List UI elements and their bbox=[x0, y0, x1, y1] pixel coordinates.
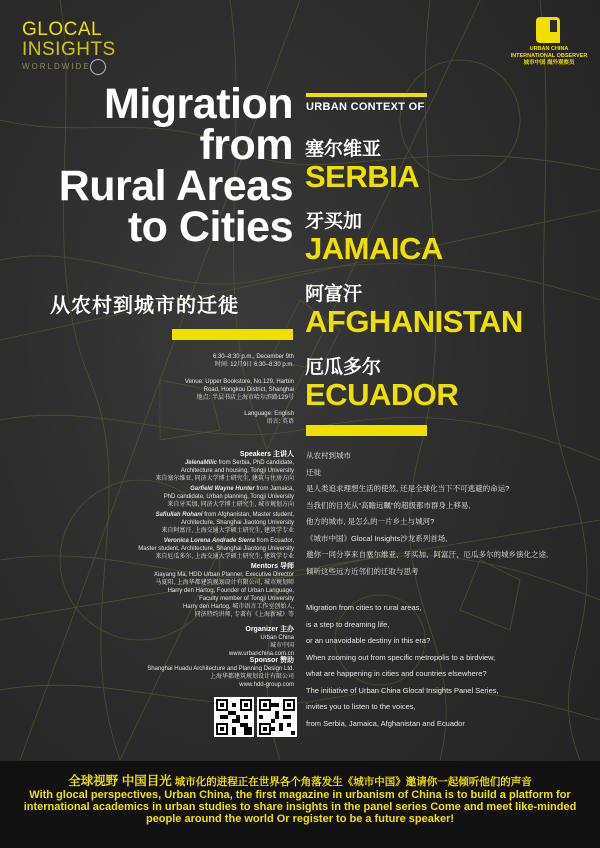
mentor-line: 同济特约讲师, 专著有《上海新城》等 bbox=[194, 612, 294, 618]
circle-icon bbox=[90, 59, 106, 75]
title-line: from bbox=[199, 121, 293, 169]
sponsor-link[interactable]: www.hdd-group.com bbox=[239, 682, 294, 688]
slogan-highlight: 全球视野 中国目光 bbox=[68, 774, 172, 788]
country-cn: 牙买加 bbox=[305, 211, 363, 232]
description-line: When zooming out from specific metropolis to a birdview, bbox=[306, 652, 496, 662]
time-cn: 时间: 12月9日 6:30–8:30 p.m. bbox=[214, 362, 294, 368]
description-line: 迁徙 bbox=[306, 467, 321, 477]
logo-line-2: INSIGHTS bbox=[22, 39, 116, 60]
logo-line-1: GLOCAL bbox=[22, 19, 103, 40]
description-line: 当我们的目光从“高瞻远瞩”的超级都市群身上移易, bbox=[306, 500, 471, 510]
sponsor-section bbox=[44, 657, 294, 689]
venue-en: Road, Hongkou District, Shanghai bbox=[203, 387, 294, 393]
sponsor-line: 上海华都建筑规划设计有限公司 bbox=[209, 674, 294, 680]
description-line: invites you to listen to the voices, bbox=[306, 702, 416, 711]
event-language bbox=[44, 410, 294, 426]
description-line: 他方的城市, 是怎么的一片乡土与城河? bbox=[306, 517, 435, 526]
qr-code-icon[interactable] bbox=[257, 697, 297, 737]
speaker-detail: Architecture, Shanghai Jiaotong University bbox=[180, 520, 294, 526]
organizer-line: 城市中国 bbox=[269, 643, 294, 649]
description-line: Migration from cities to rural areas, bbox=[306, 603, 422, 612]
mentor-line: Faculty member of Tongji University bbox=[199, 596, 294, 602]
speakers-section bbox=[44, 451, 294, 561]
country-jamaica bbox=[305, 211, 443, 264]
country-en: JAMAICA bbox=[305, 231, 443, 266]
description-line: or an unavoidable destiny in this era? bbox=[306, 636, 431, 645]
bottom-slogan-en: With glocal perspectives, Urban China, the first magazine in urbanism of China is to build a platform for international academics in urban studies to share insights in the panel series Come and meet like-minded people around the world Or register to be a future speaker! bbox=[23, 789, 577, 825]
speaker-detail-cn: 来自厄瓜多尔, 上海交通大学硕士研究生, 建筑学专业 bbox=[155, 554, 294, 560]
speaker-origin: from Afghanistan, Master student, bbox=[202, 512, 294, 518]
bottom-slogan-cn bbox=[0, 771, 600, 789]
description-line: 是人类追求理想生活的使然, 还是全球化当下不可逃避的命运? bbox=[306, 484, 510, 493]
speaker-name: Safiullah Rohani bbox=[155, 512, 203, 518]
speaker-item bbox=[44, 485, 294, 509]
organizer-line: Urban China bbox=[260, 635, 294, 641]
poster-title bbox=[0, 80, 293, 251]
mentor-line: Harry den Hartog, Founder of Urban Language, bbox=[167, 588, 294, 594]
context-topline bbox=[306, 93, 427, 97]
mentors-heading: Mentors 导师 bbox=[250, 563, 294, 570]
organizer-link[interactable]: www.urbanchina.com.cn bbox=[228, 651, 294, 657]
title-line: Migration bbox=[104, 80, 293, 128]
venue-en: Venue: Upper Bookstore, No.129, Harbin bbox=[184, 379, 294, 385]
speakers-heading: Speakers 主讲人 bbox=[239, 451, 294, 458]
logo-line-3: WORLDWIDE bbox=[22, 62, 91, 71]
event-time bbox=[44, 353, 294, 369]
speaker-item bbox=[44, 537, 294, 561]
description-line: 《城市中国》Glocal Insights沙龙系列首场, bbox=[306, 533, 448, 543]
speaker-item bbox=[44, 511, 294, 535]
country-cn: 阿富汗 bbox=[305, 284, 363, 305]
description-line: 倾听这些远方近邻们的迁取与思考 bbox=[306, 566, 419, 576]
speaker-detail: Architecture and housing, Tongji University bbox=[180, 468, 294, 474]
context-underline bbox=[306, 425, 427, 436]
description-line: 邀你一同分享来自塞尔维亚、牙买加、阿富汗、厄瓜多尔的城乡演化之途, bbox=[306, 550, 549, 559]
description-line: The initiative of Urban China Glocal Insights Panel Series, bbox=[306, 685, 499, 695]
description-line: is a step to dreaming life, bbox=[306, 619, 390, 629]
speaker-name: Veronica Lorena Andrade Sierra bbox=[163, 538, 255, 544]
speaker-detail: Master student, Architecture, Shanghai Jiaotong University bbox=[138, 546, 294, 552]
title-underline bbox=[172, 329, 293, 340]
speaker-detail-cn: 来自塞尔维亚, 同济大学博士研究生, 建筑与住房方向 bbox=[155, 476, 294, 482]
speaker-item bbox=[44, 459, 294, 483]
mentor-line: 马夏阳, 上海华都建筑规划设计有限公司, 城市规划师 bbox=[155, 580, 294, 586]
speaker-origin: from Jamaica, bbox=[254, 486, 294, 492]
mentors-section bbox=[44, 563, 294, 619]
speaker-detail-cn: 来自牙买加, 同济大学博士研究生, 城市规划方向 bbox=[167, 502, 294, 508]
poster-title-cn: 从农村到城市的迁徙 bbox=[50, 295, 239, 317]
country-cn: 塞尔维亚 bbox=[305, 139, 382, 160]
title-line: Rural Areas bbox=[58, 162, 293, 210]
country-afghanistan bbox=[305, 284, 523, 337]
speaker-origin: from Serbia, PhD candidate, bbox=[216, 460, 294, 466]
venue-cn: 地点: 半层书店上海市哈尔滨路129号 bbox=[196, 395, 294, 401]
description-line: from Serbia, Jamaica, Afghanistan and Ecuador bbox=[306, 718, 465, 728]
organizer-heading: Organizer 主办 bbox=[245, 626, 294, 633]
description-line: 从农村到城市 bbox=[306, 451, 351, 460]
country-ecuador bbox=[305, 357, 458, 410]
speaker-name: Garfield Wayne Hunter bbox=[190, 486, 255, 492]
organizer-section bbox=[44, 626, 294, 658]
sponsor-heading: Sponsor 赞助 bbox=[249, 657, 294, 664]
country-en: AFGHANISTAN bbox=[305, 304, 523, 339]
speaker-origin: from Ecuador, bbox=[254, 538, 294, 544]
event-venue bbox=[44, 378, 294, 402]
urban-china-logo-text: URBAN CHINA INTERNATIONAL OBSERVER 城市中国 海外观察员 bbox=[510, 46, 588, 66]
description-en bbox=[306, 603, 576, 735]
language-en: Language: English bbox=[244, 411, 294, 417]
sponsor-line: Shanghai Huadu Architecture and Planning Design Ltd. bbox=[147, 666, 294, 672]
mentor-line: Harry den Hartog, 城市语言工作室创始人, bbox=[182, 604, 294, 610]
context-label: URBAN CONTEXT OF bbox=[306, 101, 425, 113]
country-en: ECUADOR bbox=[305, 377, 459, 412]
time-en: 6:30–8:30 p.m., December 9th bbox=[212, 354, 294, 360]
title-line: to Cities bbox=[127, 203, 293, 251]
country-cn: 厄瓜多尔 bbox=[305, 357, 382, 378]
speaker-detail-cn: 来自阿富汗, 上海交通大学硕士研究生, 建筑学专业 bbox=[161, 528, 294, 534]
slogan-text: 城市化的进程正在世界各个角落发生《城市中国》邀请你一起倾听他们的声音 bbox=[174, 776, 532, 788]
language-cn: 语言: 英语 bbox=[266, 419, 294, 425]
description-line: what are happening in cities and countries elsewhere? bbox=[306, 669, 487, 678]
mentor-line: Xiayang Ma, HDD Urban Planner, Executive Director bbox=[153, 572, 294, 578]
urban-china-logo-icon bbox=[536, 17, 560, 43]
country-serbia bbox=[305, 139, 419, 192]
description-cn bbox=[306, 451, 576, 583]
qr-code-icon[interactable] bbox=[214, 697, 254, 737]
country-en: SERBIA bbox=[305, 159, 420, 194]
speaker-name: JelenaMilic bbox=[184, 460, 217, 466]
speaker-detail: PhD candidate, Urban planning, Tongji University bbox=[163, 494, 294, 500]
